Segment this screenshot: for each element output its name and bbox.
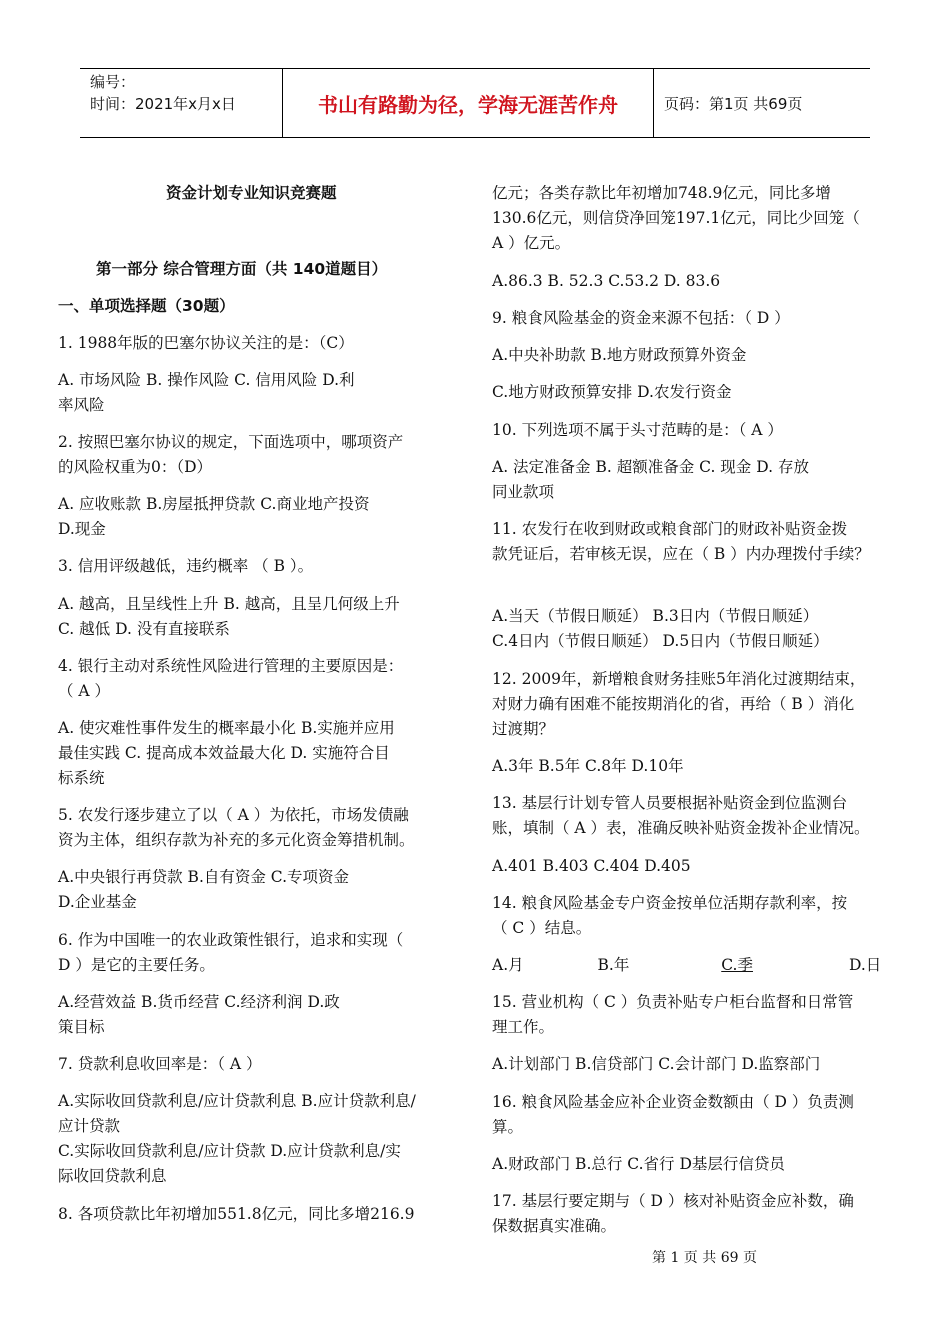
question-12: 12. 2009年，新增粮食财务挂账5年消化过渡期结束， xyxy=(492,670,866,688)
question-9-options: A.中央补助款 B.地方财政预算外资金 xyxy=(492,346,747,364)
question-10-options: A. 法定准备金 B. 超额准备金 C. 现金 D. 存放 xyxy=(492,458,809,476)
question-4-options-cont2: 标系统 xyxy=(58,769,105,787)
question-11-options-cont: C.4日内（节假日顺延） D.5日内（节假日顺延） xyxy=(492,632,829,650)
question-16: 16. 粮食风险基金应补企业资金数额由（ D ）负责测 xyxy=(492,1093,854,1111)
question-9: 9. 粮食风险基金的资金来源不包括：（ D ） xyxy=(492,309,790,327)
question-7-options: A.实际收回贷款利息/应计贷款利息 B.应计贷款利息/ xyxy=(58,1092,416,1110)
question-2-options: A. 应收账款 B.房屋抵押贷款 C.商业地产投资 xyxy=(58,495,370,513)
question-7-options-cont: 应计贷款 xyxy=(58,1117,121,1135)
page-header xyxy=(80,68,870,138)
question-16-cont: 算。 xyxy=(492,1118,524,1136)
question-12-cont2: 过渡期？ xyxy=(492,720,555,738)
question-11-options: A.当天（节假日顺延） B.3日内（节假日顺延） xyxy=(492,607,819,625)
question-5-options-cont: D.企业基金 xyxy=(58,893,137,911)
question-5-options: A.中央银行再贷款 B.自有资金 C.专项资金 xyxy=(58,868,350,886)
question-17: 17. 基层行要定期与（ D ）核对补贴资金应补数，确 xyxy=(492,1192,854,1210)
question-2: 2. 按照巴塞尔协议的规定，下面选项中，哪项资产 xyxy=(58,433,404,451)
question-6-options: A.经营效益 B.货币经营 C.经济利润 D.政 xyxy=(58,993,340,1011)
question-15: 15. 营业机构（ C ）负责补贴专户柜台监督和日常管 xyxy=(492,993,854,1011)
question-3-options: A. 越高，且呈线性上升 B. 越高，且呈几何级上升 xyxy=(58,595,400,613)
question-14: 14. 粮食风险基金专户资金按单位活期存款利率，按 xyxy=(492,894,848,912)
question-7-options-cont3: 际收回贷款利息 xyxy=(58,1167,167,1185)
question-17-cont: 保数据真实准确。 xyxy=(492,1217,617,1235)
question-15-cont: 理工作。 xyxy=(492,1018,555,1036)
question-13-options: A.401 B.403 C.404 D.405 xyxy=(492,857,691,875)
question-4-options-cont: 最佳实践 C. 提高成本效益最大化 D. 实施符合目 xyxy=(58,744,390,762)
question-12-cont: 对财力确有困难不能按期消化的省，再给（ B ）消化 xyxy=(492,695,855,713)
question-6-options-cont: 策目标 xyxy=(58,1018,105,1036)
question-14-option-c: C.季 xyxy=(721,956,753,974)
question-4: 4. 银行主动对系统性风险进行管理的主要原因是： xyxy=(58,657,404,675)
question-1-options: A. 市场风险 B. 操作风险 C. 信用风险 D.利 xyxy=(58,371,355,389)
question-9-options-cont: C.地方财政预算安排 D.农发行资金 xyxy=(492,383,732,401)
question-8-cont3: A ）亿元。 xyxy=(492,234,571,252)
question-2-cont: 的风险权重为0：（D） xyxy=(58,458,213,476)
part-heading: 第一部分 综合管理方面（共 140道题目） xyxy=(96,260,388,278)
question-14-option-d: D.日 xyxy=(848,956,882,974)
section-heading: 一、单项选择题（30题） xyxy=(58,297,235,315)
page-footer: 第 1 页 共 69 页 xyxy=(652,1250,757,1266)
question-14-cont: （ C ）结息。 xyxy=(492,919,592,937)
page-info: 页码：第1页 共69页 xyxy=(664,94,803,113)
question-16-options: A.财政部门 B.总行 C.省行 D基层行信贷员 xyxy=(492,1155,785,1173)
question-15-options: A.计划部门 B.信贷部门 C.会计部门 D.监察部门 xyxy=(492,1055,821,1073)
question-5-cont: 资为主体，组织存款为补充的多元化资金筹措机制。 xyxy=(58,831,415,849)
question-2-options-cont: D.现金 xyxy=(58,520,106,538)
question-1-options-cont: 率风险 xyxy=(58,396,105,414)
question-8-cont2: 130.6亿元，则信贷净回笼197.1亿元，同比少回笼（ xyxy=(492,209,860,227)
question-7: 7. 贷款利息收回率是：（ A ） xyxy=(58,1055,262,1073)
serial-label: 编号： xyxy=(90,73,136,91)
question-1: 1. 1988年版的巴塞尔协议关注的是：（C） xyxy=(58,334,354,352)
question-10: 10. 下列选项不属于头寸范畴的是：（ A ） xyxy=(492,421,783,439)
question-8-options: A.86.3 B. 52.3 C.53.2 D. 83.6 xyxy=(492,272,721,290)
question-11: 11. 农发行在收到财政或粮食部门的财政补贴资金拨 xyxy=(492,520,848,538)
question-11-cont: 款凭证后，若审核无误，应在（ B ）内办理拨付手续？ xyxy=(492,545,870,563)
question-3: 3. 信用评级越低，违约概率 （ B ）。 xyxy=(58,557,314,575)
question-8: 8. 各项贷款比年初增加551.8亿元，同比多增216.9 xyxy=(58,1205,415,1223)
question-10-options-cont: 同业款项 xyxy=(492,483,555,501)
question-14-options xyxy=(492,955,881,975)
question-12-options: A.3年 B.5年 C.8年 D.10年 xyxy=(492,757,684,775)
question-7-options-cont2: C.实际收回贷款利息/应计贷款 D.应计贷款利息/实 xyxy=(58,1142,401,1160)
question-13: 13. 基层行计划专管人员要根据补贴资金到位监测台 xyxy=(492,794,848,812)
date-label: 时间：2021年x月x日 xyxy=(90,95,236,113)
question-6: 6. 作为中国唯一的农业政策性银行，追求和实现（ xyxy=(58,931,404,949)
question-4-options: A. 使灾难性事件发生的概率最小化 B.实施并应用 xyxy=(58,719,395,737)
motto: 书山有路勤为径，学海无涯苦作舟 xyxy=(282,69,654,137)
header-meta xyxy=(80,69,282,137)
question-4-cont: （ A ） xyxy=(58,682,111,700)
document-title: 资金计划专业知识竞赛题 xyxy=(166,184,337,202)
question-5: 5. 农发行逐步建立了以（ A ）为依托，市场发债融 xyxy=(58,806,409,824)
question-13-cont: 账，填制（ A ）表，准确反映补贴资金拨补企业情况。 xyxy=(492,819,870,837)
question-3-options-cont: C. 越低 D. 没有直接联系 xyxy=(58,620,230,638)
question-14-options-ab: A.月 B.年 xyxy=(492,956,704,974)
question-8-cont: 亿元；各类存款比年初增加748.9亿元，同比多增 xyxy=(492,184,831,202)
question-6-cont: D ）是它的主要任务。 xyxy=(58,956,215,974)
